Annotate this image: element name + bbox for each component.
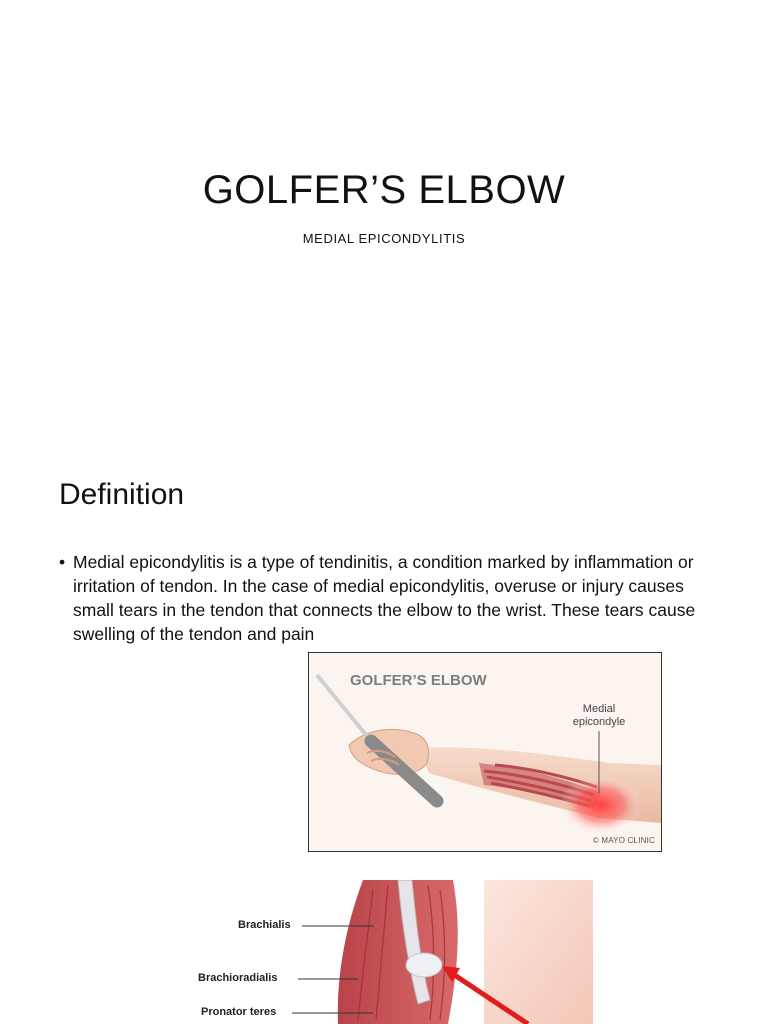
- definition-heading: Definition: [59, 478, 185, 511]
- arm-muscle-region: [338, 880, 458, 1024]
- bullet-item: [59, 550, 699, 646]
- main-title: GOLFER’S ELBOW: [202, 168, 566, 212]
- medial-epicondyle-label: Medial epicondyle: [572, 703, 626, 728]
- label-pronator-teres: Pronator teres: [201, 1006, 277, 1018]
- definition-slide: [0, 440, 768, 1024]
- figure-title: GOLFER’S ELBOW: [350, 672, 487, 689]
- title-slide: [0, 0, 768, 440]
- golfers-elbow-illustration: [308, 652, 662, 852]
- figure-credit: © MAYO CLINIC: [592, 836, 655, 845]
- anatomy-svg: [198, 880, 593, 1024]
- elbow-anatomy-illustration: [198, 880, 593, 1024]
- bullet-marker: •: [59, 552, 66, 572]
- inflammation-area: [559, 775, 643, 835]
- bullet-text: Medial epicondylitis is a type of tendinitis, a condition marked by inflammation or irritation of tendon. In the case of medial epicondylitis, overuse or injury causes small tears in the tendon that connects the elbow to the wrist. These tears cause swelling of the tendon and pain: [73, 552, 696, 644]
- medial-epicondyle-bone: [406, 953, 442, 977]
- label-brachialis: Brachialis: [238, 919, 291, 931]
- subtitle: MEDIAL EPICONDYLITIS: [302, 231, 466, 246]
- skin-panel: [484, 880, 593, 1024]
- label-brachioradialis: Brachioradialis: [198, 972, 278, 984]
